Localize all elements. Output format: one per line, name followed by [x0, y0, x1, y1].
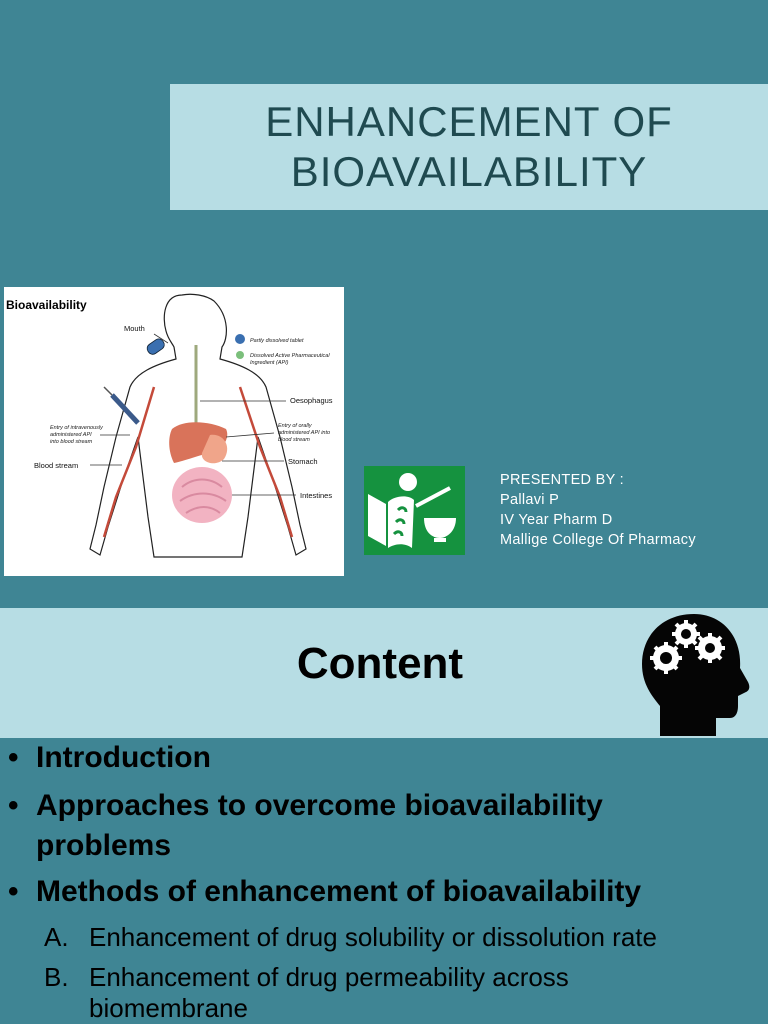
intestines-icon [172, 467, 232, 523]
presenter-year: IV Year Pharm D [500, 512, 613, 528]
presenter-info [500, 470, 696, 550]
label-oral-entry-3: blood stream [278, 437, 310, 443]
title-line-1: ENHANCEMENT OF [265, 98, 673, 145]
sub-item-text-line-1: Enhancement of drug permeability across [89, 962, 569, 992]
label-stomach: Stomach [288, 457, 318, 466]
bullet-dot: • [8, 789, 19, 822]
bullet-text-line-1: Approaches to overcome bioavailability [36, 789, 603, 822]
label-iv-entry-1: Entry of intravenously [50, 425, 103, 431]
presenter-name: Pallavi P [500, 492, 560, 508]
bullet-text: Introduction [36, 741, 211, 774]
bullet-dot: • [8, 741, 19, 774]
sub-item-text-line-2: biomembrane [89, 993, 248, 1023]
label-iv-entry-2: administered API [50, 432, 92, 438]
college-logo [364, 466, 465, 555]
bullet-dot: • [8, 875, 19, 908]
label-oesophagus: Oesophagus [290, 396, 333, 405]
sub-item-letter: B. [44, 962, 69, 992]
label-oral-entry-2: administered API into [278, 430, 331, 436]
sub-item-letter: A. [44, 922, 69, 952]
content-title: Content [296, 639, 464, 688]
legend-api-icon [236, 351, 244, 359]
syringe-icon [112, 395, 138, 423]
logo-pestle-icon [416, 488, 450, 506]
content-bullets [0, 738, 768, 1024]
title-box [170, 84, 768, 210]
blood-vessel-left-icon [104, 387, 154, 537]
logo-head-icon [399, 473, 417, 491]
label-iv-entry-3: into blood stream [50, 439, 93, 445]
label-intestines: Intestines [300, 491, 333, 500]
bullet-text: Methods of enhancement of bioavailability [36, 875, 642, 908]
legend-tablet-icon [235, 334, 245, 344]
bioavailability-diagram [4, 287, 344, 576]
logo-mortar-icon [424, 518, 456, 538]
head-gears-icon [638, 612, 752, 736]
label-mouth: Mouth [124, 324, 145, 333]
label-oral-entry-1: Entry of orally [278, 423, 312, 429]
presenter-college: Mallige College Of Pharmacy [500, 532, 696, 548]
bullet-text [36, 786, 766, 866]
legend-api-label-1: Dissolved Active Pharmaceutical [250, 353, 330, 359]
bullet-text-line-2: problems [36, 829, 172, 862]
label-blood-stream: Blood stream [34, 461, 79, 470]
title-line-2: BIOAVAILABILITY [290, 148, 648, 195]
sub-item-text: Enhancement of drug solubility or dissolution rate [89, 922, 657, 952]
sub-item-text [89, 962, 768, 1024]
diagram-heading: Bioavailability [6, 298, 87, 312]
logo-book-icon [368, 494, 386, 546]
presenter-heading: PRESENTED BY : [500, 472, 624, 488]
legend-tablet-label: Partly dissolved tablet [250, 338, 304, 344]
legend-api-label-2: Ingredient (API) [250, 360, 289, 366]
